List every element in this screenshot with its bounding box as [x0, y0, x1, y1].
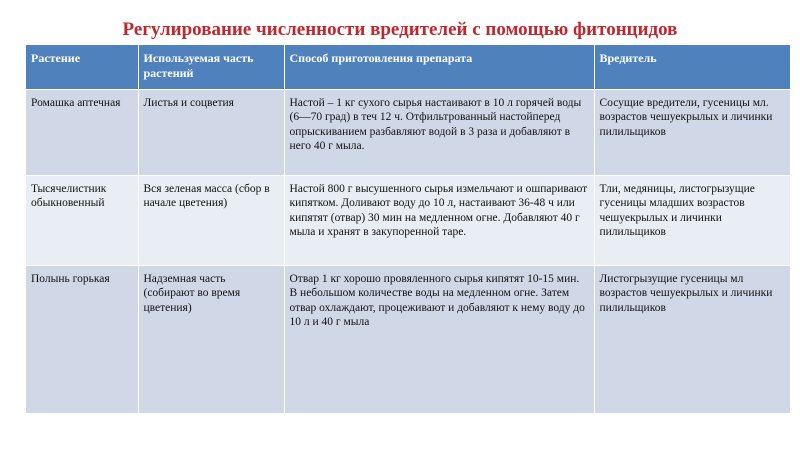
cell-preparation-method: Отвар 1 кг хорошо провяленного сырья кипятят 10-15 мин. В небольшом количестве воды на медленном огне. Затем отвар охлаждают, процеживают и добавляют к нему воду до 10 л и 40 г мыла — [284, 265, 594, 413]
slide-title: Регулирование численности вредителей с помощью фитонцидов — [122, 19, 678, 40]
header-plant-part: Используемая часть растений — [138, 45, 284, 89]
header-plant: Растение — [26, 45, 138, 89]
header-preparation-method: Способ приготовления препарата — [284, 45, 594, 89]
table-row — [26, 265, 790, 413]
table-header-row — [26, 45, 790, 89]
pest-control-table — [26, 45, 790, 413]
header-pest: Вредитель — [594, 45, 790, 89]
cell-preparation-method: Настой 800 г высушенного сырья измельчают и ошпаривают кипятком. Доливают воду до 10 л, настаивают 36-48 ч или кипятят (отвар) 30 мин на медленном огне. Добавляют 40 г мыла и хранят в закупоренной таре. — [284, 175, 594, 265]
table-row — [26, 175, 790, 265]
cell-plant-part: Листья и соцветия — [138, 89, 284, 175]
cell-preparation-method: Настой – 1 кг сухого сырья настаивают в 10 л горячей воды (6—70 град) в теч 12 ч. Отфильтрованный настойперед опрыскиванием разбавляют водой в 3 раза и добавляют в него 40 г мыла. — [284, 89, 594, 175]
cell-plant-part: Вся зеленая масса (сбор в начале цветения) — [138, 175, 284, 265]
cell-plant-part: Надземная часть (собирают во время цветения) — [138, 265, 284, 413]
cell-pest: Листогрызущие гусеницы мл возрастов чешуекрылых и личинки пилильщиков — [594, 265, 790, 413]
cell-plant: Ромашка аптечная — [26, 89, 138, 175]
cell-pest: Тли, медяницы, листогрызущие гусеницы младших возрастов чешуекрылых и личинки пилильщиков — [594, 175, 790, 265]
cell-pest: Сосущие вредители, гусеницы мл. возрастов чешуекрылых и личинки пилильщиков — [594, 89, 790, 175]
table-row — [26, 89, 790, 175]
cell-plant: Тысячелистник обыкновенный — [26, 175, 138, 265]
cell-plant: Полынь горькая — [26, 265, 138, 413]
